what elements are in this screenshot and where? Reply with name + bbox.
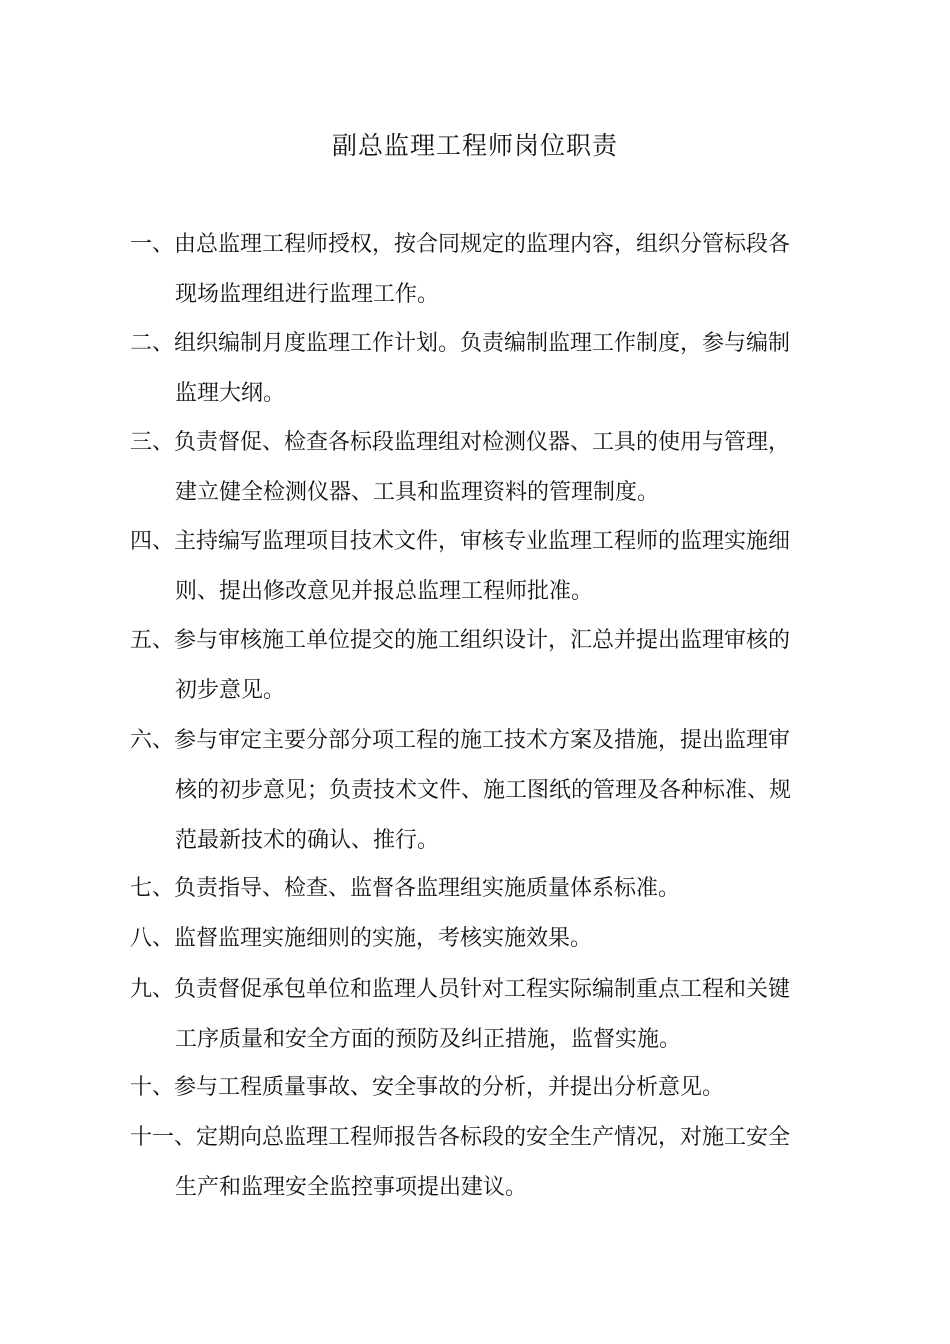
item-text: 八、监督监理实施细则的实施，考核实施效果。 <box>130 926 593 951</box>
item-text: 六、参与审定主要分部分项工程的施工技术方案及措施，提出监理审 <box>130 728 791 753</box>
list-item <box>130 1113 791 1200</box>
item-text: 二、组织编制月度监理工作计划。负责编制监理工作制度，参与编制 <box>130 331 791 356</box>
item-continuation: 范最新技术的确认、推行。 <box>175 828 440 853</box>
item-continuation: 建立健全检测仪器、工具和监理资料的管理制度。 <box>175 480 660 505</box>
item-continuation: 工序质量和安全方面的预防及纠正措施，监督实施。 <box>175 1027 682 1052</box>
list-item <box>130 716 792 853</box>
list-item <box>130 1063 724 1113</box>
list-item <box>130 517 791 604</box>
item-text: 三、负责督促、检查各标段监理组对检测仪器、工具的使用与管理， <box>130 430 791 455</box>
item-continuation: 初步意见。 <box>175 678 286 703</box>
item-text: 十、参与工程质量事故、安全事故的分析，并提出分析意见。 <box>130 1075 725 1100</box>
item-continuation: 监理大纲。 <box>175 381 286 406</box>
item-text: 一、由总监理工程师授权，按合同规定的监理内容，组织分管标段各 <box>130 232 791 257</box>
page-title: 副总监理工程师岗位职责 <box>331 131 618 160</box>
item-text: 五、参与审核施工单位提交的施工组织设计，汇总并提出监理审核的 <box>130 628 791 653</box>
list-item <box>130 616 791 703</box>
list-item <box>130 914 592 964</box>
item-continuation: 生产和监理安全监控事项提出建议。 <box>175 1175 528 1200</box>
item-text: 七、负责指导、检查、监督各监理组实施质量体系标准。 <box>130 876 681 901</box>
item-text: 九、负责督促承包单位和监理人员针对工程实际编制重点工程和关键 <box>130 977 791 1002</box>
list-item <box>130 965 791 1052</box>
item-text: 十一、定期向总监理工程师报告各标段的安全生产情况，对施工安全 <box>130 1125 791 1150</box>
list-item <box>130 319 791 406</box>
list-item <box>130 864 680 914</box>
item-continuation: 则、提出修改意见并报总监理工程师批准。 <box>175 579 594 604</box>
list-item <box>130 418 791 505</box>
item-text: 四、主持编写监理项目技术文件，审核专业监理工程师的监理实施细 <box>130 529 791 554</box>
item-continuation: 核的初步意见；负责技术文件、施工图纸的管理及各种标准、规 <box>175 778 792 803</box>
list-item <box>130 220 791 307</box>
item-continuation: 现场监理组进行监理工作。 <box>175 282 440 307</box>
